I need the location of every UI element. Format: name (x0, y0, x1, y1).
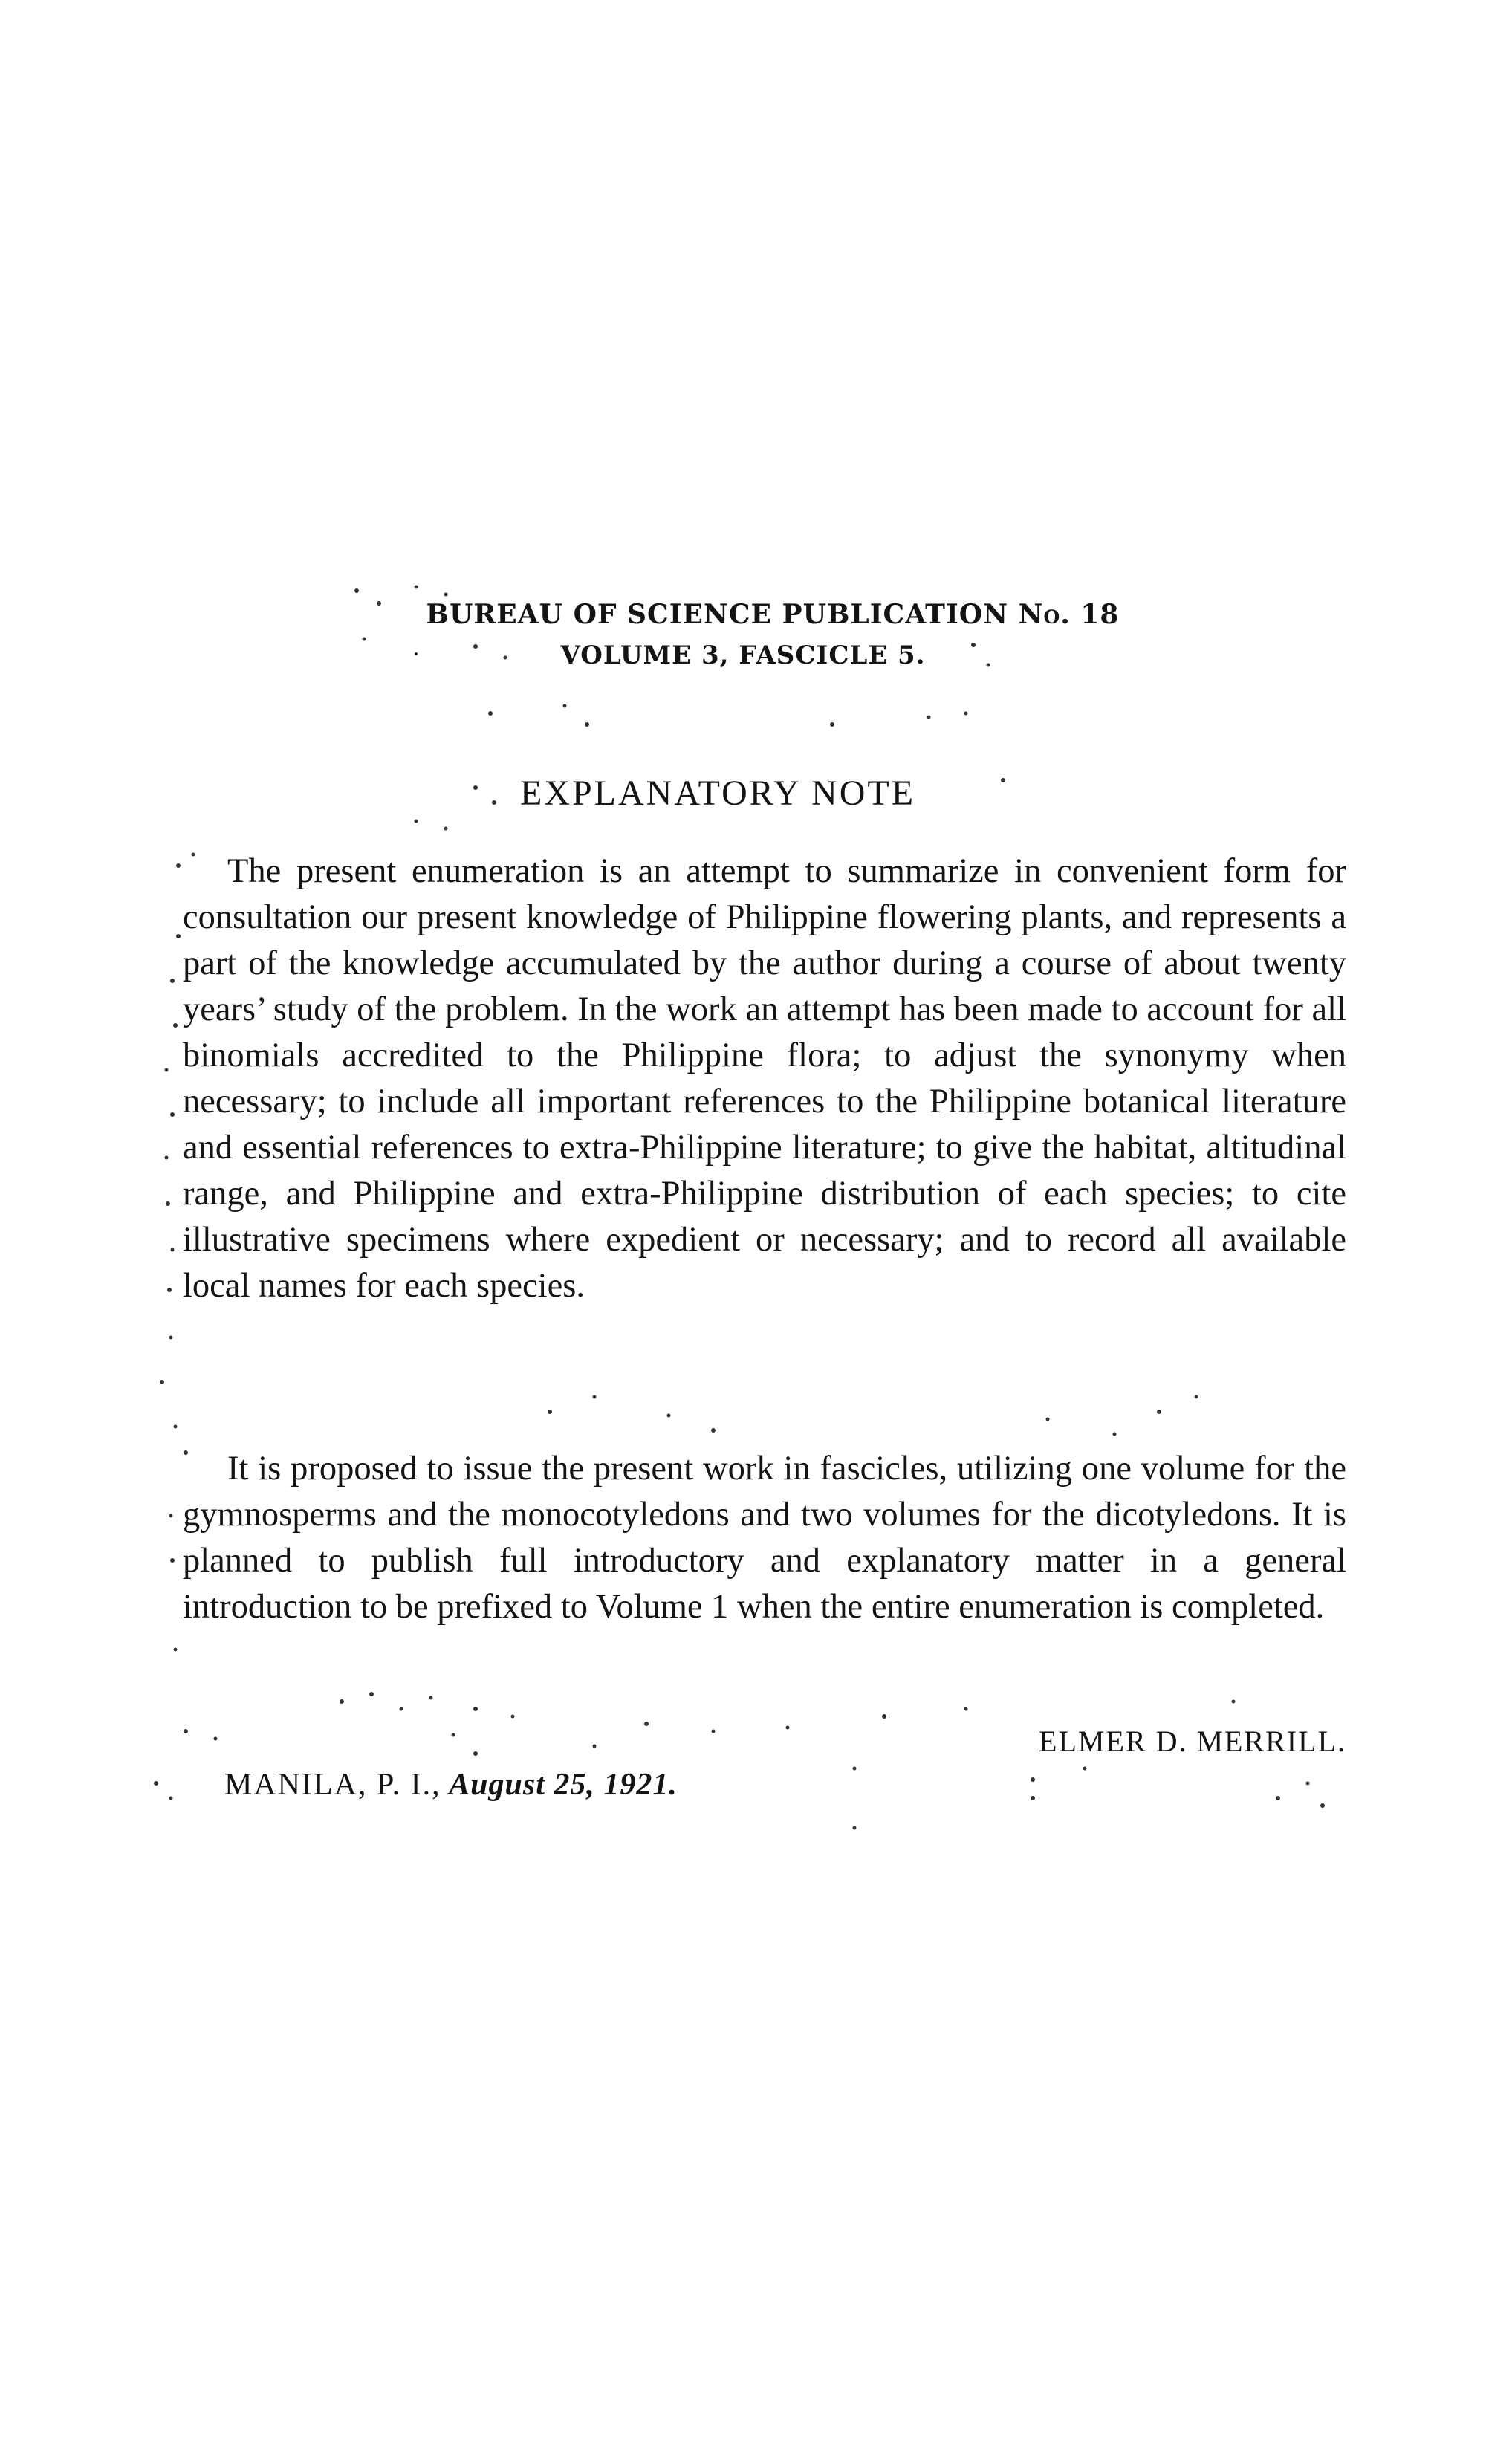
author-signature: ELMER D. MERRILL. (1039, 1725, 1346, 1758)
paragraph-1 (183, 849, 1346, 1309)
paragraph-2-text: It is proposed to issue the present work in fascicles, utilizing one volume for the gymnosperms and the monocotyledons and two volumes for the dicotyledons. It is planned to publish full introductory and explanatory matter in a general introduction to be prefixed to Volume 1 when the entire enumeration is completed. (183, 1450, 1346, 1626)
dateline-date: August 25, 1921. (449, 1768, 678, 1802)
publication-header: BUREAU OF SCIENCE PUBLICATION No. 18 (426, 599, 1120, 630)
paragraph-2 (183, 1446, 1346, 1630)
dateline-place: MANILA, P. I., (224, 1768, 441, 1802)
volume-header: VOLUME 3, FASCICLE 5. (560, 640, 926, 670)
paragraph-1-text: The present enumeration is an attempt to summarize in convenient form for consultation our present knowledge of Philippine flowering plants, and represents a part of the knowledge accumulated by the author during a course of about twenty years’ study of the problem. In the work an attempt has been made to account for all binomials accredited to the Philippine flora; to adjust the synonymy when necessary; to include all important references to the Philippine botanical literature and essential references to extra-Philippine literature; to give the habitat, altitudinal range, and Philippine and extra-Philippine distribution of each species; to cite illustrative specimens where expedient or necessary; and to record all available local names for each species. (183, 852, 1346, 1305)
page-title: EXPLANATORY NOTE (520, 773, 916, 813)
dateline (224, 1767, 678, 1803)
